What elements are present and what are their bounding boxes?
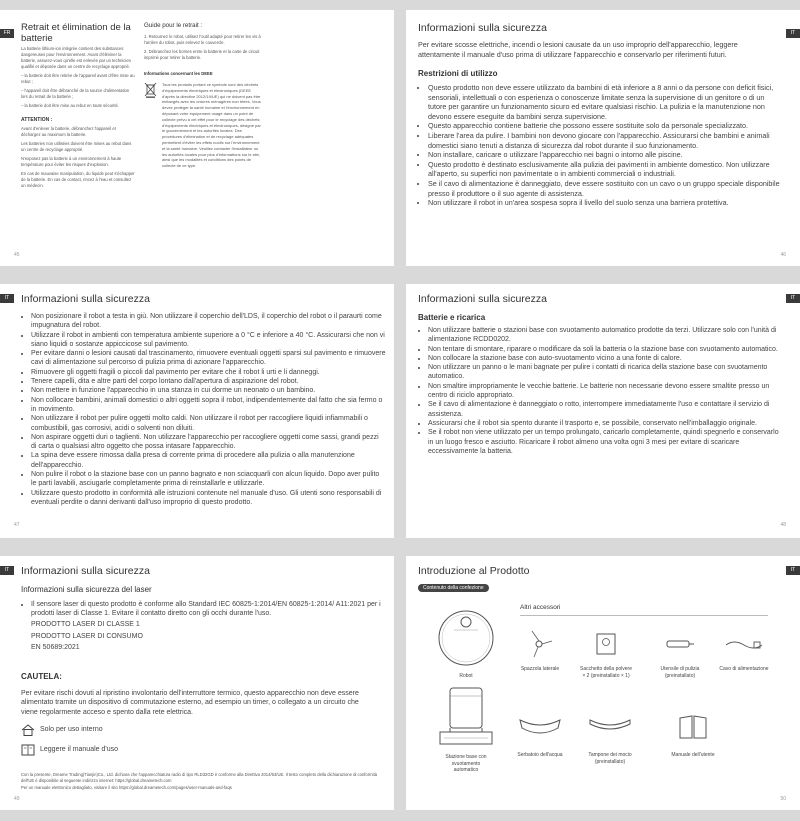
laser-class-line: PRODOTTO LASER DI CLASSE 1 bbox=[31, 621, 140, 628]
list-item: • Non tentare di smontare, riparare o modificare da soli la batteria o la stazione base con svuotamento automatico. bbox=[428, 345, 780, 354]
page-50 bbox=[406, 556, 800, 810]
accessory-label-dust-bag: Sacchetto della polvere × 2 (preinstallato × 1) bbox=[580, 666, 632, 679]
laser-class-line: EN 50689:2021 bbox=[31, 644, 80, 652]
manual-link-footer: Per un manuale elettronico dettagliato, visitare il sito https://global.dreametech.com/pages/user-manuals-and-faqs bbox=[21, 785, 232, 790]
accessory-label-water-tank: Serbatoio dell'acqua bbox=[517, 752, 563, 758]
book-icon bbox=[21, 744, 35, 756]
battery-charging-list bbox=[418, 326, 780, 456]
page-number: 50 bbox=[780, 796, 786, 802]
language-tag: IT bbox=[786, 566, 800, 575]
list-item: • Non collocare la stazione base con auto-svuotamento vicino a una fonte di calore. bbox=[428, 354, 780, 363]
list-item: • Non utilizzare il robot per pulire oggetti molto caldi. Non utilizzare il robot per raccogliere liquidi infiammabili o combustibili, gas corrosivi, acidi o solventi non diluiti. bbox=[31, 414, 386, 433]
list-item: • Liberare l'area da pulire. I bambini non devono giocare con l'apparecchio. Assicurarsi che bambini e animali domestici siano tenuti a distanza di sicurezza dal robot durante il suo funzionamento. bbox=[428, 131, 780, 150]
list-item: • Non utilizzare il robot in un'area sospesa sopra il livello del suolo senza una barriera protettiva. bbox=[428, 198, 780, 208]
guide-step: 2. Débranchez les bornes entre la batterie et la carte de circuit imprimé pour retirer la batterie. bbox=[144, 49, 260, 60]
deee-title: Informations concernant les DEEE bbox=[144, 71, 213, 76]
language-tag: IT bbox=[0, 294, 14, 303]
accessories-divider bbox=[520, 615, 768, 616]
language-tag: IT bbox=[786, 29, 800, 38]
section-title: Batterie e ricarica bbox=[418, 313, 486, 322]
list-item: • Assicurarsi che il robot sia spento durante il trasporto e, se possibile, conservato nell'imballaggio originale. bbox=[428, 419, 780, 428]
page-48 bbox=[406, 284, 800, 538]
language-tag: IT bbox=[786, 294, 800, 303]
cleaning-tool-icon bbox=[665, 637, 695, 651]
page-46 bbox=[406, 10, 800, 266]
removal-guide-column bbox=[144, 22, 262, 169]
list-item: • Se il cavo di alimentazione è danneggiato, deve essere sostituito con un cavo o un gruppo speciale disponibile presso il produttore o il suo agente di assistenza. bbox=[428, 179, 780, 198]
attention-title: ATTENTION : bbox=[21, 117, 53, 123]
page-title: Introduzione al Prodotto bbox=[418, 565, 530, 577]
usage-restrictions-list bbox=[418, 83, 780, 208]
list-item: • La spina deve essere rimossa dalla presa di corrente prima di procedere alla pulizia o alla manutenzione dell'apparecchio. bbox=[31, 451, 386, 470]
robot-illustration bbox=[436, 608, 496, 668]
list-item: • Questo prodotto è destinato esclusivamente alla pulizia dei pavimenti in ambiente domestico. Non utilizzare all'aperto, su superfici non pavimentate o in ambienti commerciali o industriali. bbox=[428, 160, 780, 179]
attention-paragraph: Avant d'enlever la batterie, débranchez l'appareil et déchargez au maximum la batterie. bbox=[21, 126, 116, 137]
indoor-use-text: Solo per uso interno bbox=[40, 726, 103, 734]
language-tag: IT bbox=[0, 566, 14, 575]
accessory-label-mop-pad: Tampone dei mocio (preinstallato) bbox=[588, 752, 632, 765]
dust-bag-icon bbox=[594, 631, 618, 657]
page-number: 46 bbox=[780, 252, 786, 258]
attention-paragraph: N'exposez pas la batterie à un environnement à haute température pour éviter les risques d'explosion. bbox=[21, 156, 122, 167]
caution-text: Per evitare rischi dovuti al ripristino involontario dell'interruttore termico, questo apparecchio non deve essere alimentato tramite un dispositivo di commutazione esterno, ad esempio un timer, o collegato a un circuito che viene regolarmente acceso e spento dalla rete elettrica. bbox=[21, 690, 359, 716]
battery-info-column bbox=[21, 46, 136, 189]
list-item: • Non collocare bambini, animali domestici o altri oggetti sopra il robot, indipendentemente dal fatto che sia fermo o in movimento. bbox=[31, 396, 386, 415]
battery-note: – la batterie doit être mise au rebut en toute sécurité. bbox=[21, 103, 119, 108]
battery-note: – l'appareil doit être débranché de la source d'alimentation lors du retrait de la batterie ; bbox=[21, 88, 130, 99]
side-brush-icon bbox=[524, 629, 554, 659]
page-47 bbox=[0, 284, 394, 538]
list-item: • Utilizzare questo prodotto in conformità alle istruzioni contenute nel manuale d'uso. Gli utenti sono responsabili di eventuali perdite o danni derivanti dall'uso improprio di questo prodotto. bbox=[31, 489, 386, 508]
list-item: • Se il cavo di alimentazione è danneggiato o rotto, interrompere immediatamente l'uso e contattare il servizio di assistenza. bbox=[428, 400, 780, 419]
safety-list bbox=[21, 312, 386, 507]
page-number: 48 bbox=[780, 522, 786, 528]
list-item: • Non smaltire impropriamente le vecchie batterie. Le batterie non necessarie devono essere smaltite presso un centro di riciclo appropriato. bbox=[428, 382, 780, 401]
laser-text: • Il sensore laser di questo prodotto è conforme allo Standard IEC 60825-1:2014/EN 60825-1:2014/ A11:2021 per i prodotti laser di Classe 1. Evitare il contatto diretto con gli occhi durante l'uso. bbox=[31, 600, 381, 619]
list-item: • Questo prodotto non deve essere utilizzato da bambini di età inferiore a 8 anni o da persone con deficit fisici, sensoriali, intellettuali o con esperienza o conoscenze limitate senza la supervisione di un genitore o di un tutore per garantire un funzionamento sicuro ed evitare qualsiasi rischio. La pulizia e la manutenzione non devono essere eseguite da bambini senza supervisione. bbox=[428, 83, 780, 121]
page-number: 45 bbox=[14, 252, 20, 258]
guide-title: Guide pour le retrait : bbox=[144, 22, 203, 29]
list-item: • Non posizionare il robot a testa in giù. Non utilizzare il coperchio dell'LDS, il coperchio del robot o il paraurti come impugnatura del robot. bbox=[31, 312, 386, 331]
package-contents-badge: Contenuto della confezione bbox=[418, 584, 489, 592]
accessory-label-power-cord: Cavo di alimentazione bbox=[719, 666, 769, 672]
list-item: • Utilizzare il robot in ambienti con temperatura ambiente superiore a 0 °C e inferiore a 40 °C. Assicurarsi che non vi siano liquidi o sostanze appiccicose sul pavimento. bbox=[31, 331, 386, 350]
list-item: • Non mettere in funzione l'apparecchio in una stanza in cui dorme un neonato o un bambino. bbox=[31, 386, 386, 395]
page-45 bbox=[0, 10, 394, 266]
list-item: • Per evitare danni o lesioni causati dal trascinamento, rimuovere eventuali oggetti sparsi sul pavimento e rimuovere cavi di alimentazione sul percorso di pulizia prima di azionare l'apparecchio. bbox=[31, 349, 386, 368]
accessory-label-side-brush: Spazzola laterale bbox=[520, 666, 560, 672]
laser-class-line: PRODOTTO LASER DI CONSUMO bbox=[31, 632, 143, 640]
page-title: Retrait et élimination de la batterie bbox=[21, 22, 131, 44]
accessories-title: Altri accessori bbox=[520, 604, 561, 611]
mop-pad-icon bbox=[588, 716, 632, 738]
attention-paragraph: En cas de mauvaise manipulation, du liquide peut s'échapper de la batterie. En cas de contact, rincez à l'eau et consultez un médecin. bbox=[21, 171, 135, 188]
declaration-footer: Con la presente, Dreame Trading(Tianjin)Co., Ltd. dichiara che l'apparecchiatura radio di tipo RLD32GD è conforme alla Direttiva 2014/53/UE. Il testo completo della dichiarazione di conformità dell'UE è disponibile al seguente indirizzo internet: https://global.dreametech.com bbox=[21, 772, 378, 783]
power-cord-icon bbox=[724, 635, 764, 655]
list-item: • Non pulire il robot o la stazione base con un panno bagnato e non sciacquarli con alcun liquido. Dopo aver pulito le parti lavabili, asciugarle completamente prima di reinstallarle e utilizzarle. bbox=[31, 470, 386, 489]
deee-text: Tous les produits portant ce symbole sont des déchets d'équipements électriques et électroniques (DEEE d'après la directive 2012/19/UE) qui ne doivent pas être mélangés avec les ordures ménagères non triées. Vous devez protéger la santé humaine et l'environnement en déposant votre équipement usagé dans un point de collecte prévu à cet effet pour le recyclage des déchets d'équipements électriques et électroniques, désigné par le gouvernement et les autorités locales. Des procédures d'élimination et de recyclage adéquates permettent d'éviter les effets nocifs sur l'environnement et la santé humaine. Veuillez contacter l'installateur ou les autorités locales pour plus d'informations sur le site, ainsi que les modalités et conditions des points de collecte de ce type. bbox=[162, 82, 261, 169]
accessory-label-cleaning-tool: Utensile di pulizia (preinstallato) bbox=[660, 666, 700, 679]
deee-block bbox=[144, 82, 262, 169]
list-item: • Non utilizzare un panno o le mani bagnate per pulire i contatti di ricarica della stazione base con svuotamento automatico. bbox=[428, 363, 780, 382]
page-title: Informazioni sulla sicurezza bbox=[418, 293, 547, 305]
laser-list bbox=[21, 600, 381, 619]
page-number: 49 bbox=[14, 796, 20, 802]
language-tag: FR bbox=[0, 29, 14, 38]
page-title: Informazioni sulla sicurezza bbox=[418, 22, 547, 34]
intro-text: Per evitare scosse elettriche, incendi o lesioni causate da un uso improprio dell'apparecchio, leggere attentamente il manuale d'uso prima di utilizzare l'apparecchio e conservarlo per riferimenti futuri. bbox=[418, 40, 738, 59]
page-49 bbox=[0, 556, 394, 810]
list-item: • Non aspirare oggetti duri o taglienti. Non utilizzare l'apparecchio per raccogliere oggetti come sassi, grandi pezzi di carta o qualsiasi altro oggetto che possa intasare l'apparecchio. bbox=[31, 433, 386, 452]
guide-step: 1. Retournez le robot, utilisez l'outil adapté pour retirer les vis à l'arrière du robot, puis enlevez le couvercle. bbox=[144, 34, 261, 45]
battery-paragraph: La batterie lithium-ion intégrée contient des substances dangereuses pour l'environnement. Avant d'éliminer la batterie, assurez-vous qu'elle est enlevée par un technicien qualifié et déposée dans un centre de recyclage approprié. bbox=[21, 46, 131, 69]
list-item: • Se il robot non viene utilizzato per un tempo prolungato, caricarlo completamente, quindi spegnerlo e conservarlo in un luogo fresco e asciutto. Ricaricare il robot almeno una volta ogni 3 mesi per evitare di scaricare eccessivamente la batteria. bbox=[428, 428, 780, 456]
caution-title: CAUTELA: bbox=[21, 672, 62, 681]
house-icon bbox=[21, 724, 35, 736]
read-manual-row bbox=[21, 744, 118, 756]
section-title: Restrizioni di utilizzo bbox=[418, 69, 498, 78]
accessory-label-user-manual: Manuale dell'utente bbox=[671, 752, 715, 758]
list-item: • Rimuovere gli oggetti fragili o piccoli dal pavimento per evitare che il robot li urti e li danneggi. bbox=[31, 368, 386, 377]
laser-class-lines bbox=[31, 619, 143, 654]
list-item: • Non installare, caricare o utilizzare l'apparecchio nei bagni o intorno alle piscine. bbox=[428, 150, 780, 160]
page-title: Informazioni sulla sicurezza bbox=[21, 565, 150, 577]
crossed-bin-icon bbox=[144, 82, 157, 98]
page-title: Informazioni sulla sicurezza bbox=[21, 293, 150, 305]
list-item: • Questo apparecchio contiene batterie che possono essere sostituite solo da personale specializzato. bbox=[428, 121, 780, 131]
robot-label: Robot bbox=[459, 673, 473, 679]
battery-note: – la batterie doit être retirée de l'appareil avant d'être mise au rebut ; bbox=[21, 73, 135, 84]
attention-paragraph: Les batteries non utilisées doivent être mises au rebut dans un centre de recyclage approprié. bbox=[21, 141, 132, 152]
indoor-use-row bbox=[21, 724, 103, 736]
read-manual-text: Leggere il manuale d'uso bbox=[40, 746, 119, 754]
user-manual-icon bbox=[678, 714, 708, 740]
list-item: • Tenere capelli, dita e altre parti del corpo lontano dall'apertura di aspirazione del robot. bbox=[31, 377, 386, 386]
water-tank-icon bbox=[518, 716, 562, 740]
list-item: • Non utilizzare batterie o stazioni base con svuotamento automatico prodotte da terzi. Utilizzare solo con l'unità di alimentazione RCDD0202. bbox=[428, 326, 780, 345]
section-title: Informazioni sulla sicurezza del laser bbox=[21, 585, 152, 594]
page-number: 47 bbox=[14, 522, 20, 528]
base-station-label: Stazione base con svuotamento automatico bbox=[445, 754, 487, 773]
base-station-illustration bbox=[436, 684, 496, 754]
